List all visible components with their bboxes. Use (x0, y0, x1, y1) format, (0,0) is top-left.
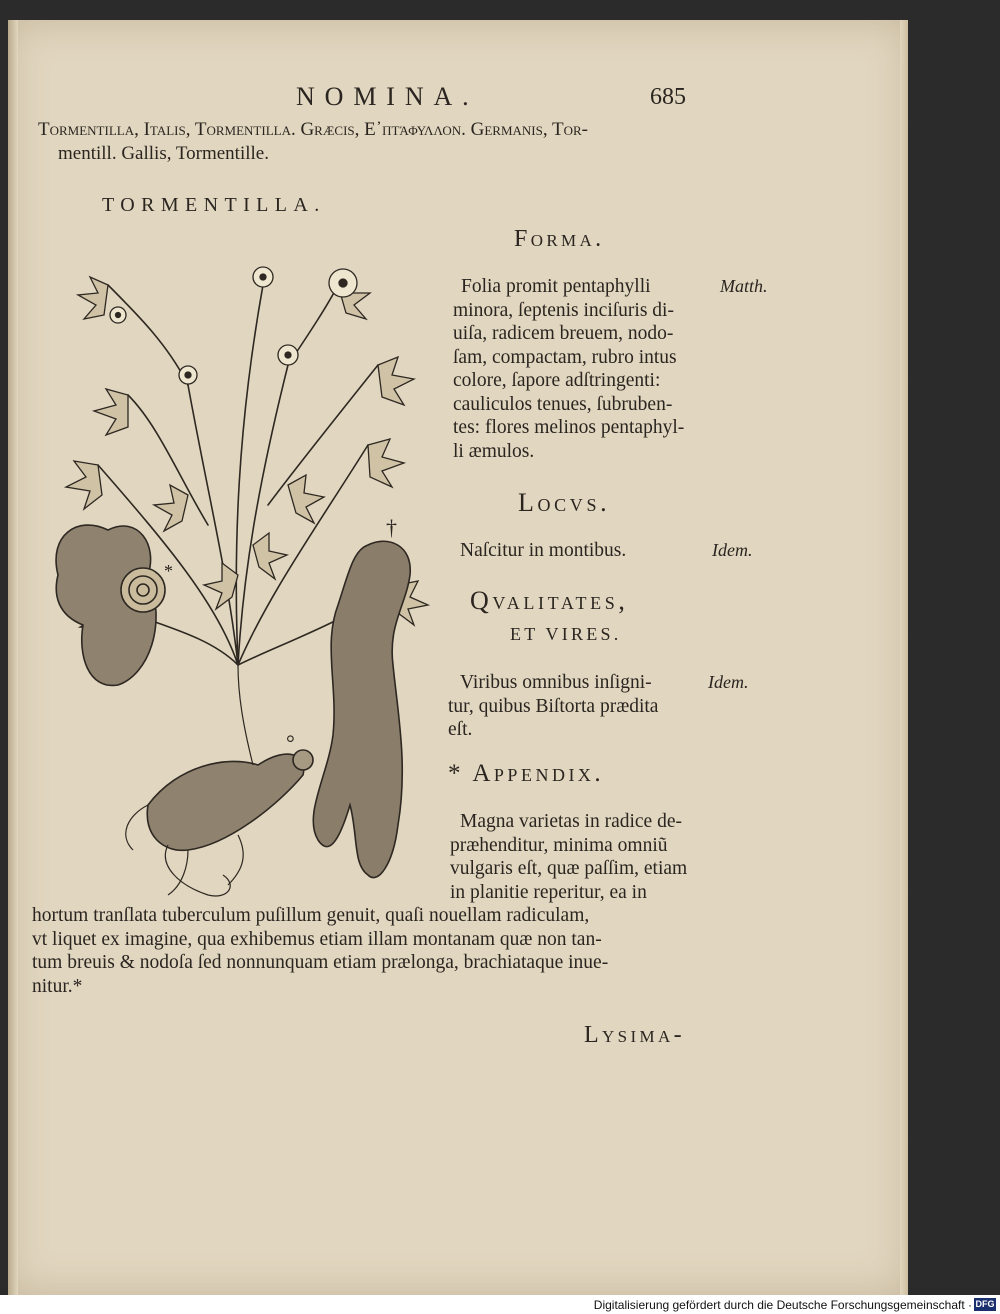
forma-line: uiſa, radicem breuem, nodo- (453, 323, 674, 344)
running-title: NOMINA. (296, 82, 479, 111)
forma-line: tes: flores melinos pentaphyl- (453, 417, 685, 438)
tormentilla-woodcut-illustration (38, 245, 438, 910)
forma-line: li æmulos. (453, 440, 535, 462)
forma-line: cauliculos tenues, ſubruben- (453, 393, 673, 415)
dfg-logo: DFG (975, 1299, 995, 1309)
page-edge (900, 20, 908, 1295)
forma-heading: Forma. (514, 226, 605, 252)
locus-text: Naſcitur in montibus. (460, 540, 627, 561)
catchword: Lysima- (584, 1022, 685, 1048)
appendix-narrow-text (450, 810, 687, 904)
appendix-line: tum breuis & nodoſa ſed nonnunquam etiam prælonga, brachiataque inue- (32, 952, 609, 973)
qualitates-side-note: Idem. (708, 672, 749, 692)
page-number: 685 (650, 84, 686, 110)
appendix-wide-text (32, 904, 608, 998)
plant-title: TORMENTILLA. (102, 194, 326, 216)
appendix-line: vulgaris eſt, quæ paſſim, etiam (450, 858, 688, 879)
qualitates-line: Viribus omnibus inſigni- (460, 672, 652, 693)
digitization-footer (0, 1297, 1000, 1314)
appendix-line: vt liquet ex imagine, qua exhibemus etiam illam montanam quæ non tan- (32, 928, 602, 950)
forma-side-note: Matth. (720, 276, 768, 296)
appendix-line: in planitie reperitur, ea in (450, 881, 647, 903)
forma-line: Folia promit pentaphylli (461, 276, 651, 297)
qualitates-text (448, 671, 658, 742)
nomina-line-1: Tormentilla, Italis, Tormentilla. Græcis, Ε᾽πτάφυλλον. Germanis, Tor- (38, 119, 589, 140)
forma-line: colore, ſapore adſtringenti: (453, 370, 661, 391)
qualitates-line: eſt. (448, 719, 473, 740)
qualitates-subheading: ET VIRES. (510, 624, 622, 644)
forma-text (453, 275, 684, 463)
circle-mark: ° (286, 730, 295, 755)
footer-credit: Digitalisierung gefördert durch die Deutsche Forschungsgemeinschaft · (593, 1298, 972, 1312)
dagger-mark: † (386, 515, 397, 540)
qualitates-heading: Qvalitates, (470, 586, 629, 615)
locus-side-note: Idem. (712, 540, 753, 560)
appendix-line: nitur.* (32, 975, 83, 997)
book-page (8, 20, 908, 1295)
forma-line: minora, ſeptenis inciſuris di- (453, 299, 674, 321)
appendix-line: hortum tranſlata tuberculum puſillum genuit, quaſi nouellam radiculam, (32, 905, 590, 926)
appendix-heading: * Appendix. (448, 760, 605, 787)
asterisk-mark: * (164, 561, 173, 581)
nomina-line-2: mentill. Gallis, Tormentille. (58, 143, 269, 164)
page-gutter (8, 20, 18, 1295)
appendix-line: præhenditur, minima omniũ (450, 834, 668, 856)
locus-heading: Locvs. (518, 488, 611, 517)
qualitates-line: tur, quibus Biſtorta prædita (448, 695, 659, 717)
forma-line: ſam, compactam, rubro intus (453, 346, 677, 368)
appendix-line: Magna varietas in radice de- (460, 811, 682, 832)
